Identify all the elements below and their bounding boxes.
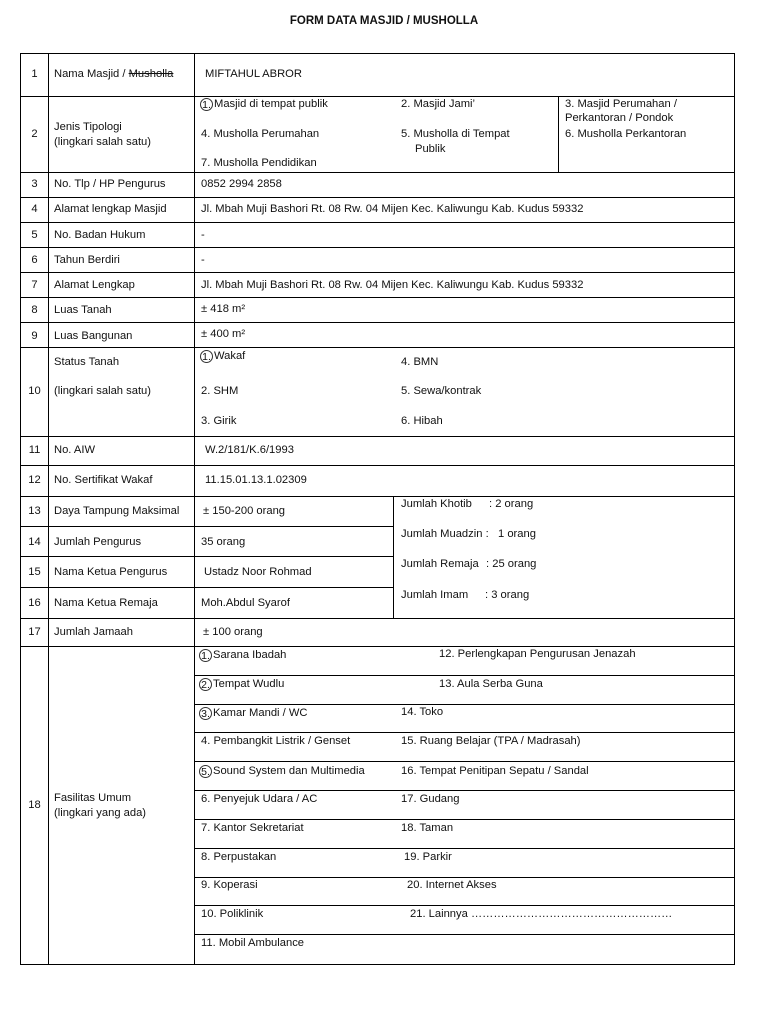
row-number: 18 [28,799,41,811]
side-label: Jumlah Remaja [401,558,479,570]
option-continued: Publik [415,143,446,155]
facility-label: Tempat Wudlu [213,678,285,690]
field-label [54,67,173,81]
facility: 6. Penyejuk Udara / AC [201,793,318,805]
field-value: - [201,254,205,266]
label-masjid: Nama Masjid / [54,68,129,80]
field-label: Status Tanah [54,356,120,368]
field-sublabel: (lingkari yang ada) [54,807,147,819]
facility: 15. Ruang Belajar (TPA / Madrasah) [401,735,581,747]
row-line [20,436,735,437]
field-label: No. AIW [54,444,96,456]
facility-line [194,819,735,820]
facility-selected [199,764,365,778]
row-number: 6 [31,254,38,266]
row-line [20,172,735,173]
field-value: ± 150-200 orang [203,505,286,517]
col-divider-label [194,53,195,965]
row-number: 12 [28,474,41,486]
row-line [20,247,735,248]
row-line [20,272,735,273]
row-number: 14 [28,536,41,548]
facility-line [194,675,735,676]
row-number: 5 [31,229,38,241]
row-number: 15 [28,566,41,578]
side-value: : 2 orang [489,498,534,510]
field-label: Nama Ketua Remaja [54,597,158,609]
row-line [20,556,394,557]
option-continued: Perkantoran / Pondok [565,112,674,124]
option: 3. Masjid Perumahan / [565,98,677,110]
field-value: Ustadz Noor Rohmad [204,566,312,578]
row-line [20,297,735,298]
facility: 16. Tempat Penitipan Sepatu / Sandal [401,765,589,777]
option: 4. BMN [401,356,439,368]
option: 5. Musholla di Tempat [401,128,510,140]
option: 7. Musholla Pendidikan [201,157,317,169]
field-label: Fasilitas Umum [54,792,132,804]
side-label: Jumlah Imam [401,589,469,601]
option: 2. Masjid Jami’ [401,98,475,110]
field-label: Luas Bangunan [54,330,133,342]
field-sublabel: (lingkari salah satu) [54,136,152,148]
field-value: Moh.Abdul Syarof [201,597,290,609]
field-label: No. Sertifikat Wakaf [54,474,153,486]
row-number: 11 [28,444,41,456]
field-value: Jl. Mbah Muji Bashori Rt. 08 Rw. 04 Mijen Kec. Kaliwungu Kab. Kudus 59332 [201,279,584,291]
field-label: Alamat lengkap Masjid [54,203,167,215]
field-value: ± 400 m² [201,328,246,340]
col-divider-number [48,53,49,965]
field-label: Alamat Lengkap [54,279,135,291]
option: 6. Musholla Perkantoran [565,128,687,140]
option: 4. Musholla Perumahan [201,128,320,140]
row-number: 3 [31,178,38,190]
field-sublabel: (lingkari salah satu) [54,385,152,397]
label-musholla-struck: Musholla [128,68,174,80]
field-label: Jumlah Pengurus [54,536,142,548]
facility-line [194,790,735,791]
selection-circle: 3. [199,707,212,720]
option: 6. Hibah [401,415,443,427]
field-value: 0852 2994 2858 [201,178,282,190]
selection-circle: 2. [199,678,212,691]
facility: 4. Pembangkit Listrik / Genset [201,735,351,747]
row-number: 1 [31,68,38,80]
facility: 20. Internet Akses [407,879,497,891]
row-line [20,496,735,497]
field-value: ± 100 orang [203,626,263,638]
col-divider-tipologi [558,96,559,172]
facility: 19. Parkir [404,851,452,863]
row-number: 10 [28,385,41,397]
facility: 18. Taman [401,822,454,834]
facility-label: Sound System dan Multimedia [213,765,365,777]
row-line [20,222,735,223]
field-label: No. Tlp / HP Pengurus [54,178,166,190]
row-number: 4 [31,203,38,215]
option-label: Masjid di tempat publik [214,98,328,110]
option-label: Wakaf [214,350,246,362]
row-line [20,587,394,588]
row-line [20,347,735,348]
row-number: 8 [31,304,38,316]
row-line [20,526,394,527]
row-number: 2 [31,128,38,140]
facility: 8. Perpustakan [201,851,277,863]
field-value: Jl. Mbah Muji Bashori Rt. 08 Rw. 04 Mijen Kec. Kaliwungu Kab. Kudus 59332 [201,203,584,215]
row-line [20,465,735,466]
facility: 9. Koperasi [201,879,258,891]
facility: 14. Toko [401,706,444,718]
option-selected [200,349,245,363]
facility-line [194,732,735,733]
field-label: Jumlah Jamaah [54,626,133,638]
facility: 13. Aula Serba Guna [439,678,543,690]
selection-circle: 1. [200,98,213,111]
facility-line [194,934,735,935]
facility-line [194,761,735,762]
facility-selected [199,648,286,662]
field-value: ± 418 m² [201,303,246,315]
side-value: : 25 orang [486,558,537,570]
side-label: Jumlah Muadzin : [401,528,489,540]
option-selected [200,97,328,111]
field-value: W.2/181/K.6/1993 [205,444,294,456]
facility: 12. Perlengkapan Pengurusan Jenazah [439,648,636,660]
side-label: Jumlah Khotib [401,498,472,510]
field-label: No. Badan Hukum [54,229,146,241]
facility: 10. Poliklinik [201,908,264,920]
field-value: - [201,229,205,241]
col-divider-side [393,496,394,618]
row-number: 16 [28,597,41,609]
facility-selected [199,706,308,720]
field-label: Nama Ketua Pengurus [54,566,168,578]
field-value: 11.15.01.13.1.02309 [205,474,307,486]
facility-line [194,704,735,705]
side-value: : 3 orang [485,589,530,601]
row-number: 17 [28,626,41,638]
facility: 21. Lainnya ……………………………………………… [410,908,673,920]
row-line [20,197,735,198]
option: 5. Sewa/kontrak [401,385,482,397]
facility-selected [199,677,284,691]
facility-line [194,848,735,849]
form-title: FORM DATA MASJID / MUSHOLLA [289,15,479,27]
facility-label: Kamar Mandi / WC [213,707,308,719]
facility: 17. Gudang [401,793,460,805]
field-label: Jenis Tipologi [54,121,122,133]
field-value: MIFTAHUL ABROR [205,68,302,80]
side-value: 1 orang [498,528,536,540]
field-label: Luas Tanah [54,304,112,316]
selection-circle: 1. [200,350,213,363]
row-number: 9 [31,330,38,342]
option: 2. SHM [201,385,239,397]
facility: 11. Mobil Ambulance [201,937,305,949]
selection-circle: 1. [199,649,212,662]
selection-circle: 5. [199,765,212,778]
row-line [20,322,735,323]
field-label: Daya Tampung Maksimal [54,505,180,517]
field-value: 35 orang [201,536,246,548]
field-label: Tahun Berdiri [54,254,120,266]
facility: 7. Kantor Sekretariat [201,822,304,834]
facility-label: Sarana Ibadah [213,649,287,661]
row-number: 13 [28,505,41,517]
row-number: 7 [31,279,38,291]
facility-line [194,905,735,906]
row-line [20,618,735,619]
option: 3. Girik [201,415,237,427]
